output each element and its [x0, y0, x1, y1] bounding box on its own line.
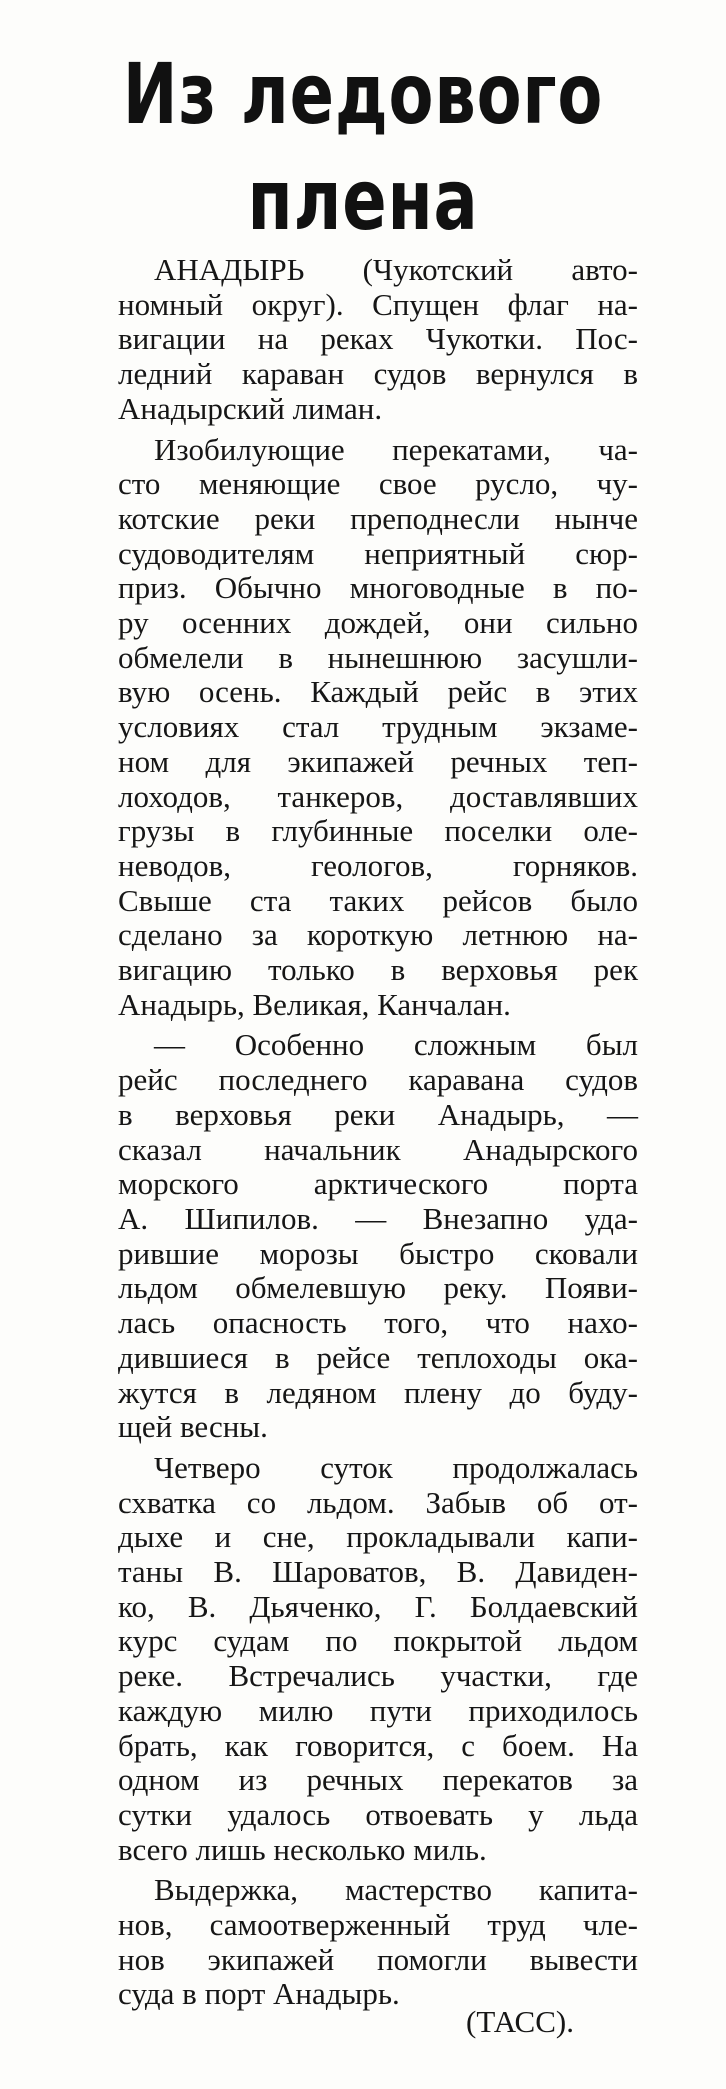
text-line: всего лишь несколько миль. [118, 1831, 487, 1867]
text-line: льдом обмелевшую реку. Появи- [118, 1270, 638, 1306]
text-line: АНАДЫРЬ (Чукотский авто- [154, 252, 638, 287]
text-line: лась опасность того, что нахо- [118, 1305, 638, 1341]
text-line: суда в порт Анадырь. [118, 1976, 400, 2012]
text-line: рившие морозы быстро сковали [118, 1235, 638, 1271]
text-line: морского арктического порта [118, 1166, 638, 1202]
text-line: котские реки преподнесли нынче [118, 500, 638, 536]
text-line: рейс последнего каравана судов [118, 1062, 638, 1098]
text-line: — Особенно сложным был [154, 1027, 638, 1063]
text-line: сказал начальник Анадырского [118, 1131, 638, 1167]
text-line: Свыше ста таких рейсов было [118, 882, 638, 918]
text-line: Изобилующие перекатами, ча- [154, 431, 638, 467]
text-line: судоводителям неприятный сюр- [118, 535, 638, 571]
text-line: вую осень. Каждый рейс в этих [118, 674, 638, 710]
paragraph-5 [118, 1873, 638, 2012]
text-line: обмелели в нынешнюю засушли- [118, 639, 638, 675]
paragraph-4 [118, 1451, 638, 1867]
text-line: одном из речных перекатов за [118, 1762, 638, 1798]
text-line: щей весны. [118, 1409, 268, 1445]
text-line: Четверо суток продолжалась [154, 1449, 638, 1485]
text-line: сто меняющие свое русло, чу- [118, 466, 638, 502]
text-line: нов, самоотверженный труд чле- [118, 1907, 638, 1943]
text-line: вигации на реках Чукотки. Пос- [118, 321, 638, 357]
text-line: таны В. Шароватов, В. Давиден- [118, 1554, 638, 1590]
text-line: приз. Обычно многоводные в по- [118, 570, 638, 606]
headline-line-2: плена [247, 151, 479, 249]
text-line: неводов, геологов, горняков. [118, 847, 638, 883]
text-line: ном для экипажей речных теп- [118, 743, 638, 779]
paragraph-1 [118, 253, 638, 427]
text-line: в верховья реки Анадырь, — [118, 1096, 638, 1132]
text-line: Выдержка, мастерство капита- [154, 1872, 638, 1908]
text-line: курс судам по покрытой льдом [118, 1623, 638, 1659]
text-line: Анадырь, Великая, Канчалан. [118, 986, 511, 1022]
text-line: дившиеся в рейсе теплоходы ока- [118, 1339, 638, 1375]
paragraph-2 [118, 433, 638, 1023]
article-body [118, 253, 638, 2012]
headline-line-1: Из ледового [122, 45, 604, 143]
text-line: Анадырский лиман. [118, 390, 383, 426]
text-line: брать, как говорится, с боем. На [118, 1727, 638, 1763]
text-line: условиях стал трудным экзаме- [118, 709, 638, 745]
text-line: сутки удалось отвоевать у льда [118, 1796, 638, 1832]
text-line: А. Шипилов. — Внезапно уда- [118, 1200, 638, 1236]
text-line: грузы в глубинные поселки оле- [118, 813, 638, 849]
text-line: ледний караван судов вернулся в [118, 356, 638, 392]
text-line: номный округ). Спущен флаг на- [118, 286, 638, 322]
text-line: нов экипажей помогли вывести [118, 1941, 638, 1977]
text-line: вигацию только в верховья рек [118, 952, 638, 988]
text-line: лоходов, танкеров, доставлявших [118, 778, 638, 814]
paragraph-3 [118, 1028, 638, 1444]
text-line: схватка со льдом. Забыв об от- [118, 1484, 638, 1520]
text-line: каждую милю пути приходилось [118, 1692, 638, 1728]
text-line: сделано за короткую летнюю на- [118, 917, 638, 953]
text-line: ко, В. Дьяченко, Г. Болдаевский [118, 1588, 638, 1624]
text-line: ру осенних дождей, они сильно [118, 605, 638, 641]
signature: (ТАСС). [466, 2004, 574, 2039]
text-line: дыхе и сне, прокладывали капи- [118, 1519, 638, 1555]
text-line: реке. Встречались участки, где [118, 1658, 638, 1694]
text-line: жутся в ледяном плену до буду- [118, 1374, 638, 1410]
